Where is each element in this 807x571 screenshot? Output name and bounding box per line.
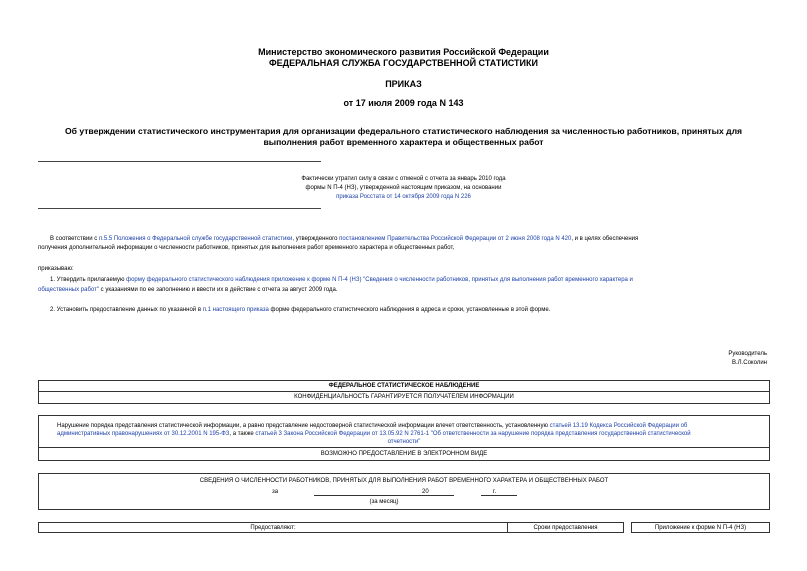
violation-box (38, 415, 770, 448)
note-link[interactable]: приказа Росстата от 14 октября 2009 года N 226 (336, 194, 471, 200)
koap-link[interactable]: статьей 13.19 Кодекса Российской Федерации об (549, 423, 688, 429)
item2-line (50, 306, 770, 314)
item1-text1: 1. Утвердить прилагаемую (50, 277, 127, 283)
law-link[interactable]: статьей 3 Закона Российской Федерации от 13.05.92 N 2761-1 "Об ответственности за нарушение порядка представления государственной статистической (255, 431, 691, 437)
doc-title-line2: выполнения работ временного характера и общественных работ (263, 137, 544, 147)
para1-text2: , утвержденного (292, 236, 340, 242)
clause1-link[interactable]: п.1 (202, 307, 211, 313)
item1-line1 (50, 276, 770, 284)
signature-role: Руководитель (728, 351, 767, 357)
regulation-link[interactable]: п.5.5 Положения о Федеральной службе государственной статистики (98, 236, 293, 242)
form-link[interactable]: форму федерального статистического наблюдения приложение к форме N П-4 (НЗ) "Сведения о численности работников, принятых для выполнения работ временного характера и (126, 277, 633, 283)
per-month-label: (за месяц) (369, 499, 399, 505)
year-prefix: 20 (422, 489, 429, 495)
divider-bottom (38, 208, 321, 209)
month-line (314, 495, 454, 496)
provide-label: Предоставляют: (250, 525, 296, 531)
para1-text1: В соответствии с (50, 236, 99, 242)
law-link-cont[interactable]: отчетности" (387, 439, 421, 445)
this-order-link[interactable]: настоящего приказа (212, 307, 269, 313)
provide-cell (38, 522, 508, 533)
year-line (481, 495, 517, 496)
electronic-label: ВОЗМОЖНО ПРЕДОСТАВЛЕНИЕ В ЭЛЕКТРОННОМ ВИДЕ (320, 451, 488, 457)
electronic-box (38, 448, 770, 461)
para1-text3: , и в целях обеспечения (571, 236, 639, 242)
doc-type: ПРИКАЗ (385, 79, 422, 89)
doc-title-line1: Об утверждении статистического инструментария для организации федерального статистического наблюдения за численностью работников, принятых для (64, 126, 743, 136)
report-title: СВЕДЕНИЯ О ЧИСЛЕННОСТИ РАБОТНИКОВ, ПРИНЯТЫХ ДЛЯ ВЫПОЛНЕНИЯ РАБОТ ВРЕМЕННОГО ХАРАКТЕРА И ОБЩЕСТВЕННЫХ РАБОТ (199, 478, 609, 484)
za-label: за (272, 489, 279, 495)
confidential-box (38, 392, 770, 404)
para1-line2: получения дополнительной информации о численности работников, принятых для выполнения работ временного характера и общественных работ, (38, 245, 455, 251)
violation-line3 (39, 438, 769, 446)
report-title-box (38, 473, 770, 510)
form-link-cont[interactable]: общественных работ" (38, 287, 99, 293)
appendix-label: Приложение к форме N П-4 (НЗ) (654, 525, 747, 531)
fed-obs-label: ФЕДЕРАЛЬНОЕ СТАТИСТИЧЕСКОЕ НАБЛЮДЕНИЕ (328, 383, 480, 389)
confidential-label: КОНФИДЕНЦИАЛЬНОСТЬ ГАРАНТИРУЕТСЯ ПОЛУЧАТЕЛЕМ ИНФОРМАЦИИ (294, 394, 514, 400)
koap-link-cont[interactable]: административных правонарушениях от 30.12.2001 N 195-ФЗ (57, 431, 230, 437)
signature-name: В.Л.Соколин (731, 360, 767, 366)
government-decree-link[interactable]: постановлением Правительства Российской Федерации от 2 июня 2008 года N 420 (339, 236, 572, 242)
violation-text1: Нарушение порядка представления статистической информации, а равно представление недостоверной статистической информации влечет ответственность, установленную (57, 423, 550, 429)
appendix-cell (631, 522, 770, 533)
divider-top (38, 161, 321, 162)
fed-obs-box (38, 380, 770, 392)
year-suffix: г. (493, 489, 497, 495)
deadline-cell (508, 522, 624, 533)
note-line2: формы N П-4 (НЗ), утвержденной настоящим приказом, на основании (305, 185, 502, 191)
deadline-label: Сроки предоставления (533, 525, 598, 531)
violation-text2: , а также (229, 431, 256, 437)
item2-text3: форме федерального статистического наблюдения в адреса и сроки, установленные в этой форме. (268, 307, 551, 313)
violation-line1 (57, 422, 767, 430)
item2-text1: 2. Установить предоставление данных по указанной в (50, 307, 203, 313)
ministry-title: Министерство экономического развития Российской Федерации (258, 47, 549, 57)
item1-line2 (38, 286, 770, 294)
item1-text2: с указаниями по ее заполнению и ввести их в действие с отчета за август 2009 года. (98, 287, 338, 293)
service-title: ФЕДЕРАЛЬНАЯ СЛУЖБА ГОСУДАРСТВЕННОЙ СТАТИСТИКИ (269, 58, 538, 68)
note-line1: Фактически утратил силу в связи с отменой с отчета за январь 2010 года (301, 176, 506, 182)
para1-line1 (50, 235, 770, 243)
violation-line2 (57, 430, 767, 438)
prikazyvayu: приказываю: (38, 266, 74, 272)
doc-date-number: от 17 июля 2009 года N 143 (343, 98, 464, 108)
